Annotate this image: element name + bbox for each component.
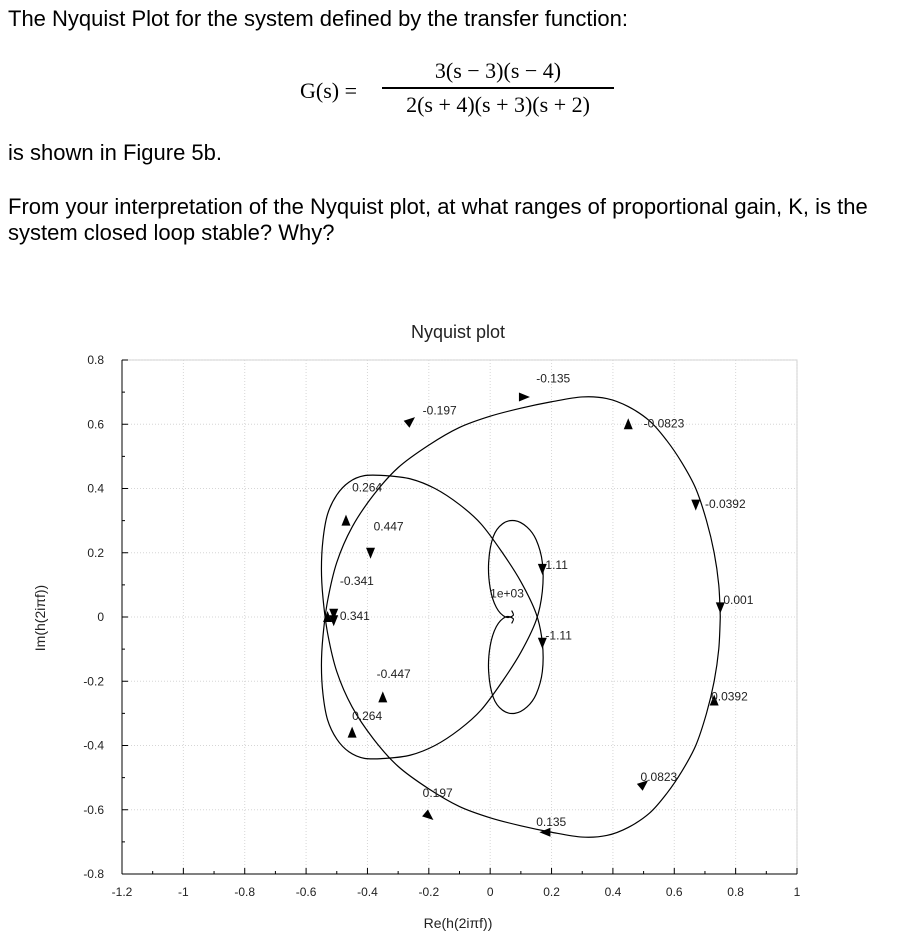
direction-arrow bbox=[366, 548, 375, 559]
frequency-label: 0.341 bbox=[339, 609, 370, 624]
plot-grid bbox=[122, 360, 797, 874]
plot-axes bbox=[83, 353, 800, 899]
frequency-label: -0.0823 bbox=[643, 416, 685, 431]
direction-arrow bbox=[691, 500, 700, 511]
direction-arrow bbox=[404, 414, 418, 428]
x-tick-label: -0.2 bbox=[418, 885, 440, 899]
y-axis-label: Im(h(2iπf)) bbox=[32, 584, 48, 652]
direction-arrow bbox=[341, 515, 350, 526]
y-tick-label: 0.2 bbox=[87, 545, 104, 560]
y-tick-label: 0.8 bbox=[87, 353, 104, 367]
direction-arrow bbox=[378, 691, 387, 702]
x-tick-label: 0.2 bbox=[543, 885, 560, 899]
frequency-label: -0.197 bbox=[422, 403, 457, 418]
x-tick-label: -0.6 bbox=[295, 885, 317, 899]
frequency-label: -0.341 bbox=[339, 573, 374, 588]
x-tick-label: -1 bbox=[178, 885, 189, 899]
frequency-label: 1e+03 bbox=[490, 586, 524, 601]
x-tick-label: -1.2 bbox=[111, 885, 133, 899]
x-tick-label: 0.8 bbox=[727, 885, 744, 899]
frequency-label: -1.11 bbox=[545, 628, 572, 643]
direction-arrow bbox=[539, 828, 550, 837]
x-tick-label: 0 bbox=[486, 885, 494, 899]
formula-numerator: 3(s − 3)(s − 4) bbox=[434, 58, 562, 83]
formula-denominator: 2(s + 4)(s + 3)(s + 2) bbox=[406, 92, 590, 117]
nyquist-branch-positive bbox=[321, 397, 720, 759]
frequency-label: -0.135 bbox=[536, 371, 571, 386]
x-tick-label: 0.6 bbox=[665, 885, 683, 899]
y-tick-label: -0.2 bbox=[83, 674, 104, 689]
frequency-label: 0.001 bbox=[723, 593, 754, 608]
frequency-label: 1.11 bbox=[545, 557, 568, 572]
frequency-label: 0.135 bbox=[536, 814, 567, 829]
frequency-label: 0.0823 bbox=[640, 769, 678, 784]
frequency-labels bbox=[340, 371, 754, 828]
y-tick-label: 0 bbox=[97, 610, 104, 624]
frequency-label: 0.0392 bbox=[711, 689, 748, 704]
direction-arrow bbox=[519, 392, 530, 401]
frequency-label: -0.447 bbox=[376, 667, 411, 682]
direction-arrow bbox=[348, 727, 357, 738]
direction-arrow bbox=[422, 810, 436, 824]
question-text: From your interpretation of the Nyquist plot, at what ranges of proportional gain, K, is the system closed loop stable? Why? bbox=[8, 194, 868, 245]
x-tick-label: 1 bbox=[793, 885, 801, 899]
direction-arrow bbox=[624, 418, 633, 429]
frequency-label: 0.197 bbox=[422, 785, 453, 800]
y-tick-label: -0.6 bbox=[83, 802, 104, 817]
y-tick-label: 0.6 bbox=[87, 417, 104, 432]
frequency-label: 0.264 bbox=[352, 708, 383, 723]
chart-title: Nyquist plot bbox=[410, 322, 506, 342]
y-tick-label: -0.4 bbox=[83, 738, 104, 753]
frequency-label: 0.447 bbox=[373, 519, 404, 534]
fraction-bar bbox=[382, 87, 614, 89]
problem-intro: The Nyquist Plot for the system defined by the transfer function: bbox=[8, 6, 628, 31]
frequency-label: 0.264 bbox=[352, 480, 383, 495]
x-axis-label: Re(h(2iπf)) bbox=[423, 915, 493, 931]
nyquist-plot bbox=[0, 300, 913, 937]
formula-lhs: G(s) = bbox=[300, 78, 358, 103]
x-tick-label: -0.4 bbox=[357, 885, 378, 899]
y-tick-label: 0.4 bbox=[87, 481, 104, 496]
y-tick-label: -0.8 bbox=[83, 867, 104, 881]
figure-reference: is shown in Figure 5b. bbox=[8, 140, 222, 165]
frequency-label: -0.0392 bbox=[704, 496, 746, 511]
x-tick-label: -0.8 bbox=[234, 885, 256, 899]
x-tick-label: 0.4 bbox=[604, 885, 622, 899]
